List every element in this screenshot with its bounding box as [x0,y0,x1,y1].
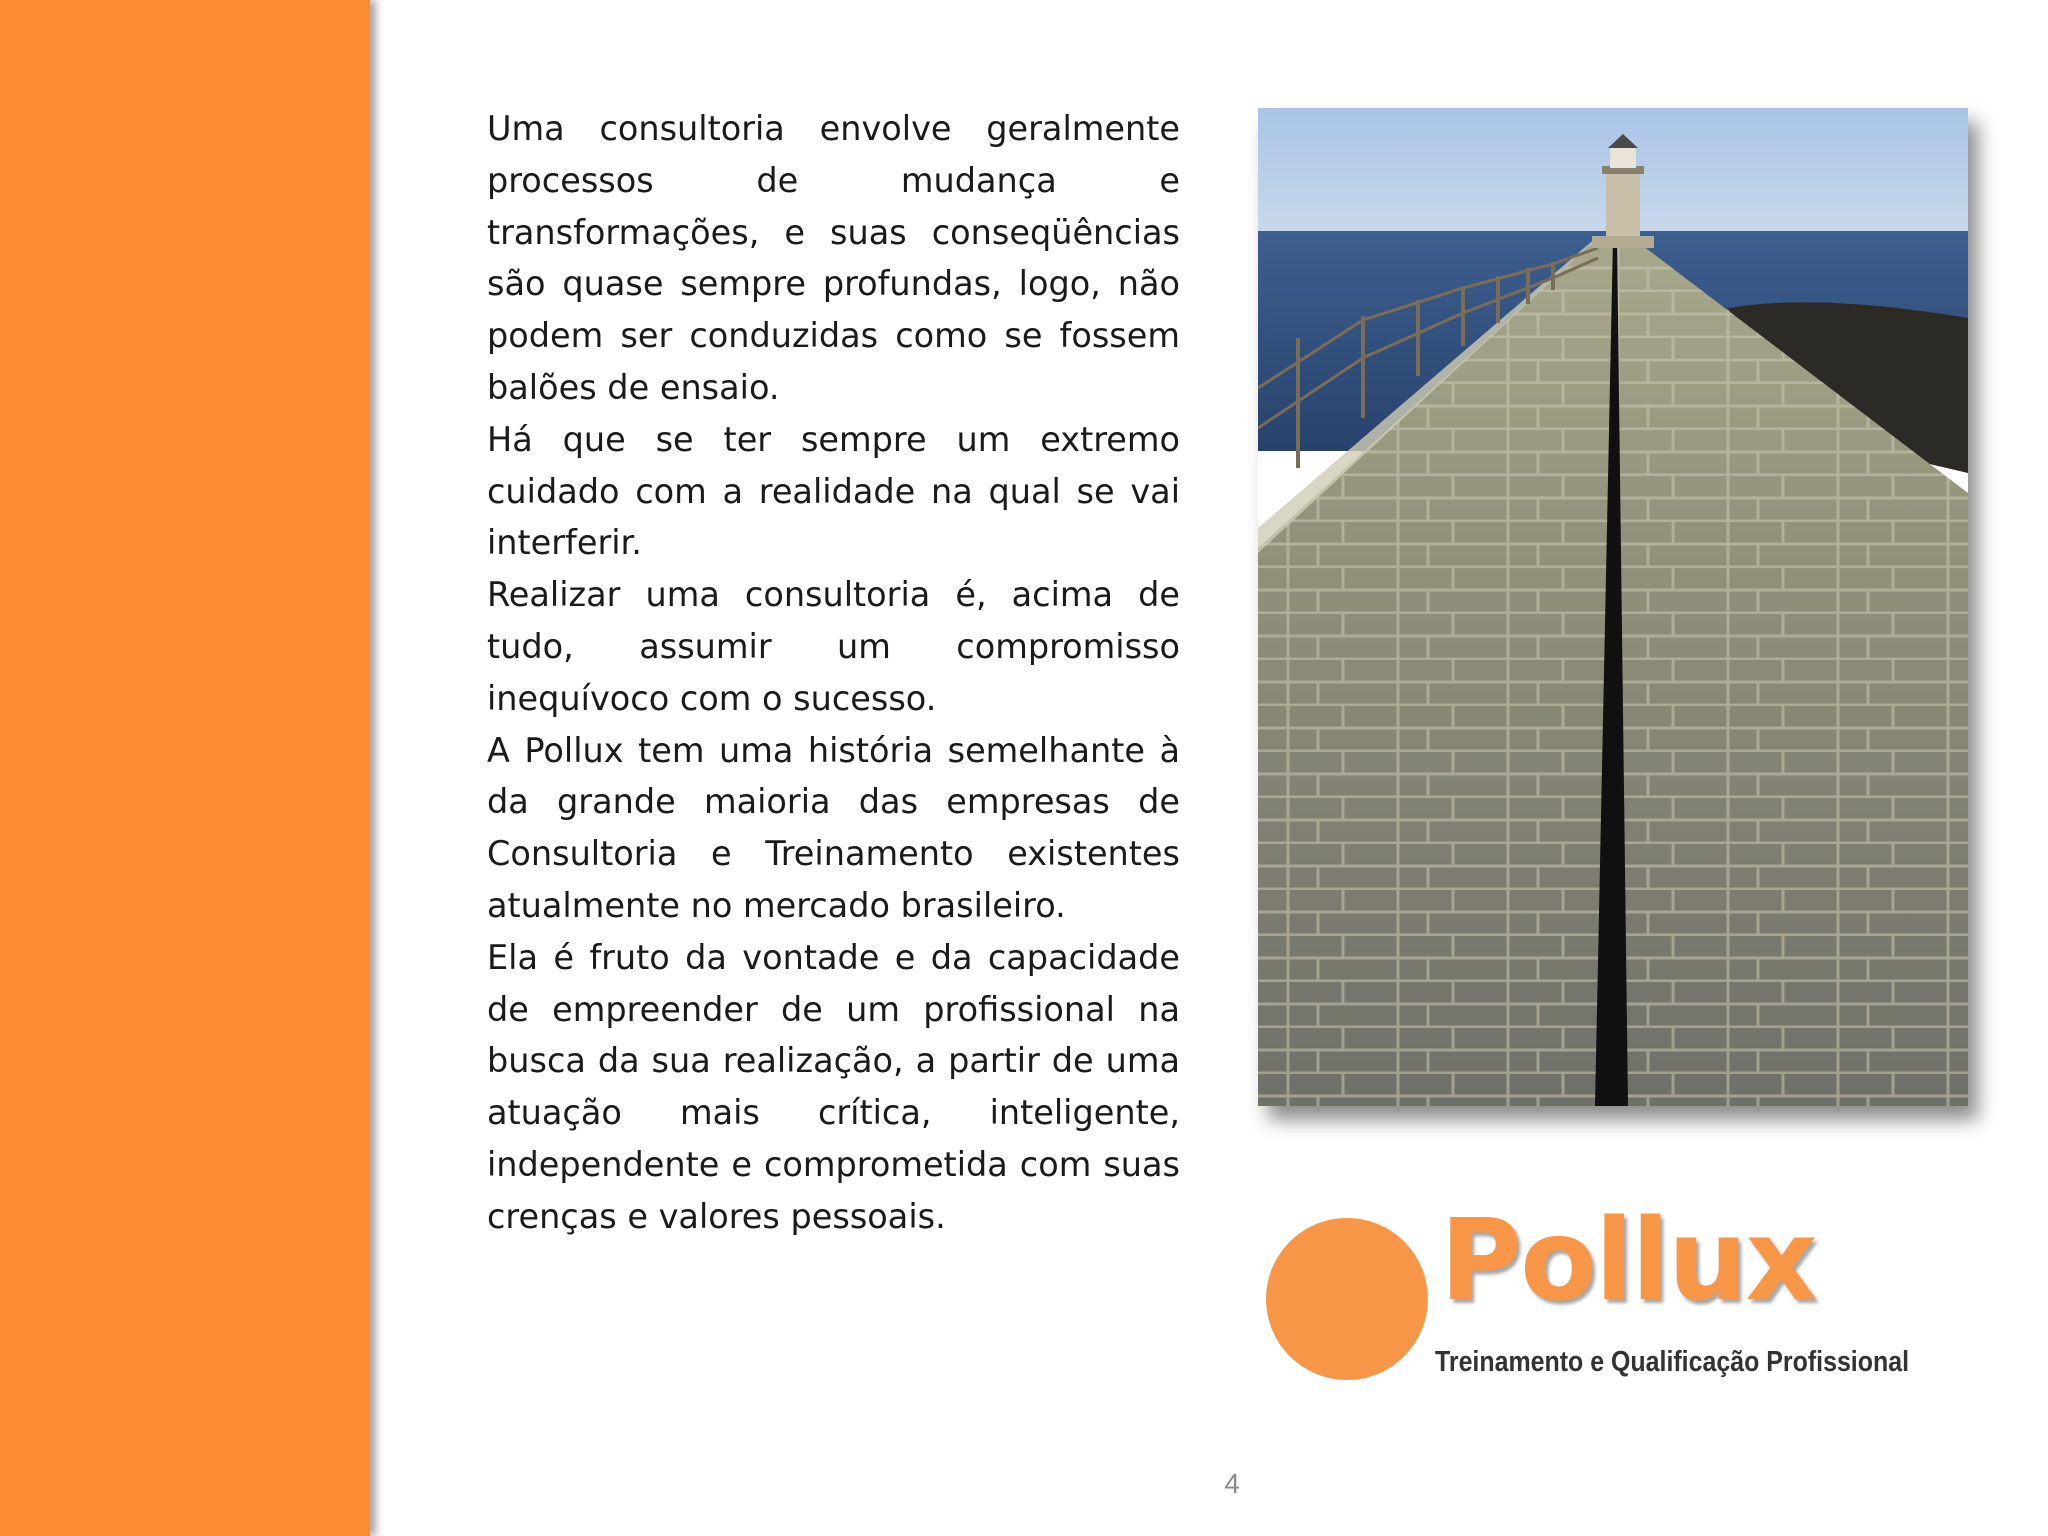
pollux-logo [1262,1198,2002,1398]
paragraph-4: A Pollux tem uma história semelhante à da grande maioria das empresas de Consultoria e Treinamento existentes atualmente no mercado brasileiro. [487,730,1180,925]
logo-tagline: Treinamento e Qualificação Profissional [1435,1346,1910,1378]
logo-circle-mark [1266,1218,1428,1380]
logo-name: Pollux [1440,1196,1816,1326]
paragraph-3: Realizar uma consultoria é, acima de tudo, assumir um compromisso inequívoco com o sucesso. [487,575,1180,718]
paragraph-1: Uma consultoria envolve geralmente processos de mudança e transformações, e suas conseqüências são quase sempre profundas, logo, não podem ser conduzidas como se fossem balões de ensaio. [487,109,1180,407]
paragraph-5: Ela é fruto da vontade e da capacidade de empreender de um profissional na busca da sua realização, a partir de uma atuação mais crítica, inteligente, independente e comprometida com suas crenças e valores pessoais. [487,937,1180,1236]
page-number: 4 [1224,1468,1240,1499]
pier-lighthouse-photo [1258,108,1968,1106]
paragraph-2: Há que se ter sempre um extremo cuidado com a realidade na qual se vai interferir. [487,419,1180,563]
orange-sidebar [0,0,370,1536]
body-text [487,103,1180,1243]
